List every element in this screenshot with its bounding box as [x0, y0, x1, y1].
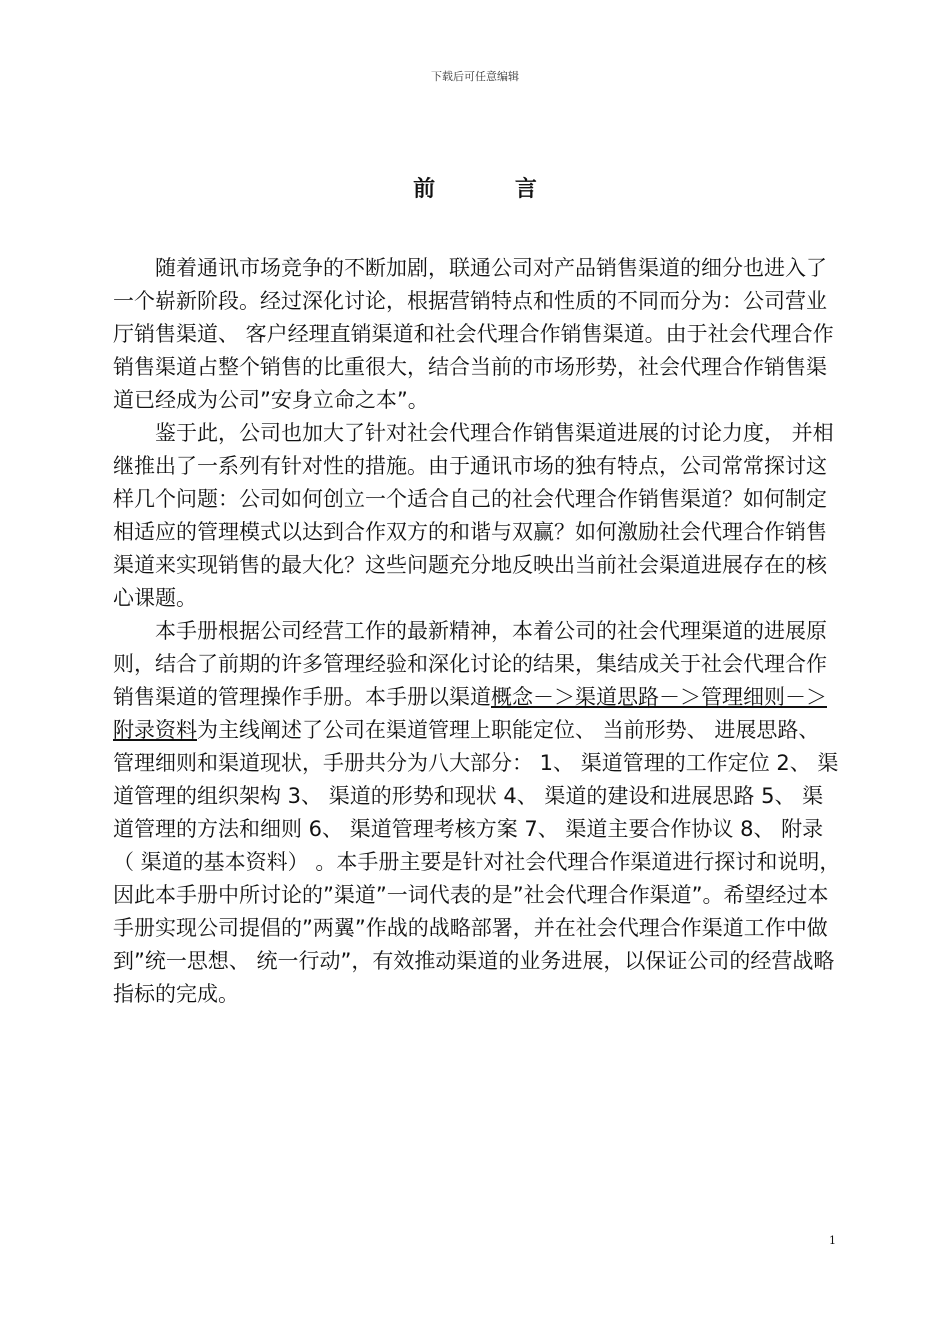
paragraph-3-underlined-outline: 概念－＞渠道思路－＞管理细则－＞附录资料	[113, 685, 827, 742]
paragraph-1: 随着通讯市场竞争的不断加剧，联通公司对产品销售渠道的细分也进入了一个崭新阶段。经过深化讨论，根据营销特点和性质的不同而分为：公司营业厅销售渠道、 客户经理直销渠道和社会代理合作销售渠道。由于社会代理合作销售渠道占整个销售的比重很大，结合当前的市场形势，社会代理合作销售渠道已经成为公司”安身立命之本”。	[113, 256, 834, 412]
paragraph-3	[113, 615, 843, 1011]
page-title: 前 言	[413, 177, 573, 202]
document-body	[113, 252, 843, 1011]
paragraph-3-part2: 为主线阐述了公司在渠道管理上职能定位、 当前形势、 进展思路、 管理细则和渠道现状，手册共分为八大部分： 1、 渠道管理的工作定位 2、 渠道管理的组织架构 3、 渠道的形势和现状 4、 渠道的建设和进展思路 5、 渠道管理的方法和细则 6、 渠道管理考核方案 7、 渠道主要合作协议 8、 附录（ 渠道的基本资料） 。本手册主要是针对社会代理合作渠道进行探讨和说明，因此本手册中所讨论的”渠道”一词代表的是”社会代理合作渠道”。希望经过本手册实现公司提倡的”两翼”作战的战略部署，并在社会代理合作渠道工作中做到”统一思想、 统一行动”，有效推动渠道的业务进展，以保证公司的经营战略指标的完成。	[113, 718, 841, 1006]
page-number: 1	[829, 1234, 836, 1247]
page-header: 下载后可任意编辑	[431, 70, 519, 83]
paragraph-3-part1: 本手册根据公司经营工作的最新精神，本着公司的社会代理渠道的进展原则，结合了前期的许多管理经验和深化讨论的结果，集结成关于社会代理合作销售渠道的管理操作手册。本手册以渠道	[113, 619, 827, 709]
paragraph-2: 鉴于此，公司也加大了针对社会代理合作销售渠道进展的讨论力度， 并相继推出了一系列有针对性的措施。由于通讯市场的独有特点，公司常常探讨这样几个问题：公司如何创立一个适合自己的社会代理合作销售渠道？如何制定相适应的管理模式以达到合作双方的和谐与双赢？如何激励社会代理合作销售渠道来实现销售的最大化？这些问题充分地反映出当前社会渠道进展存在的核心课题。	[113, 421, 834, 610]
